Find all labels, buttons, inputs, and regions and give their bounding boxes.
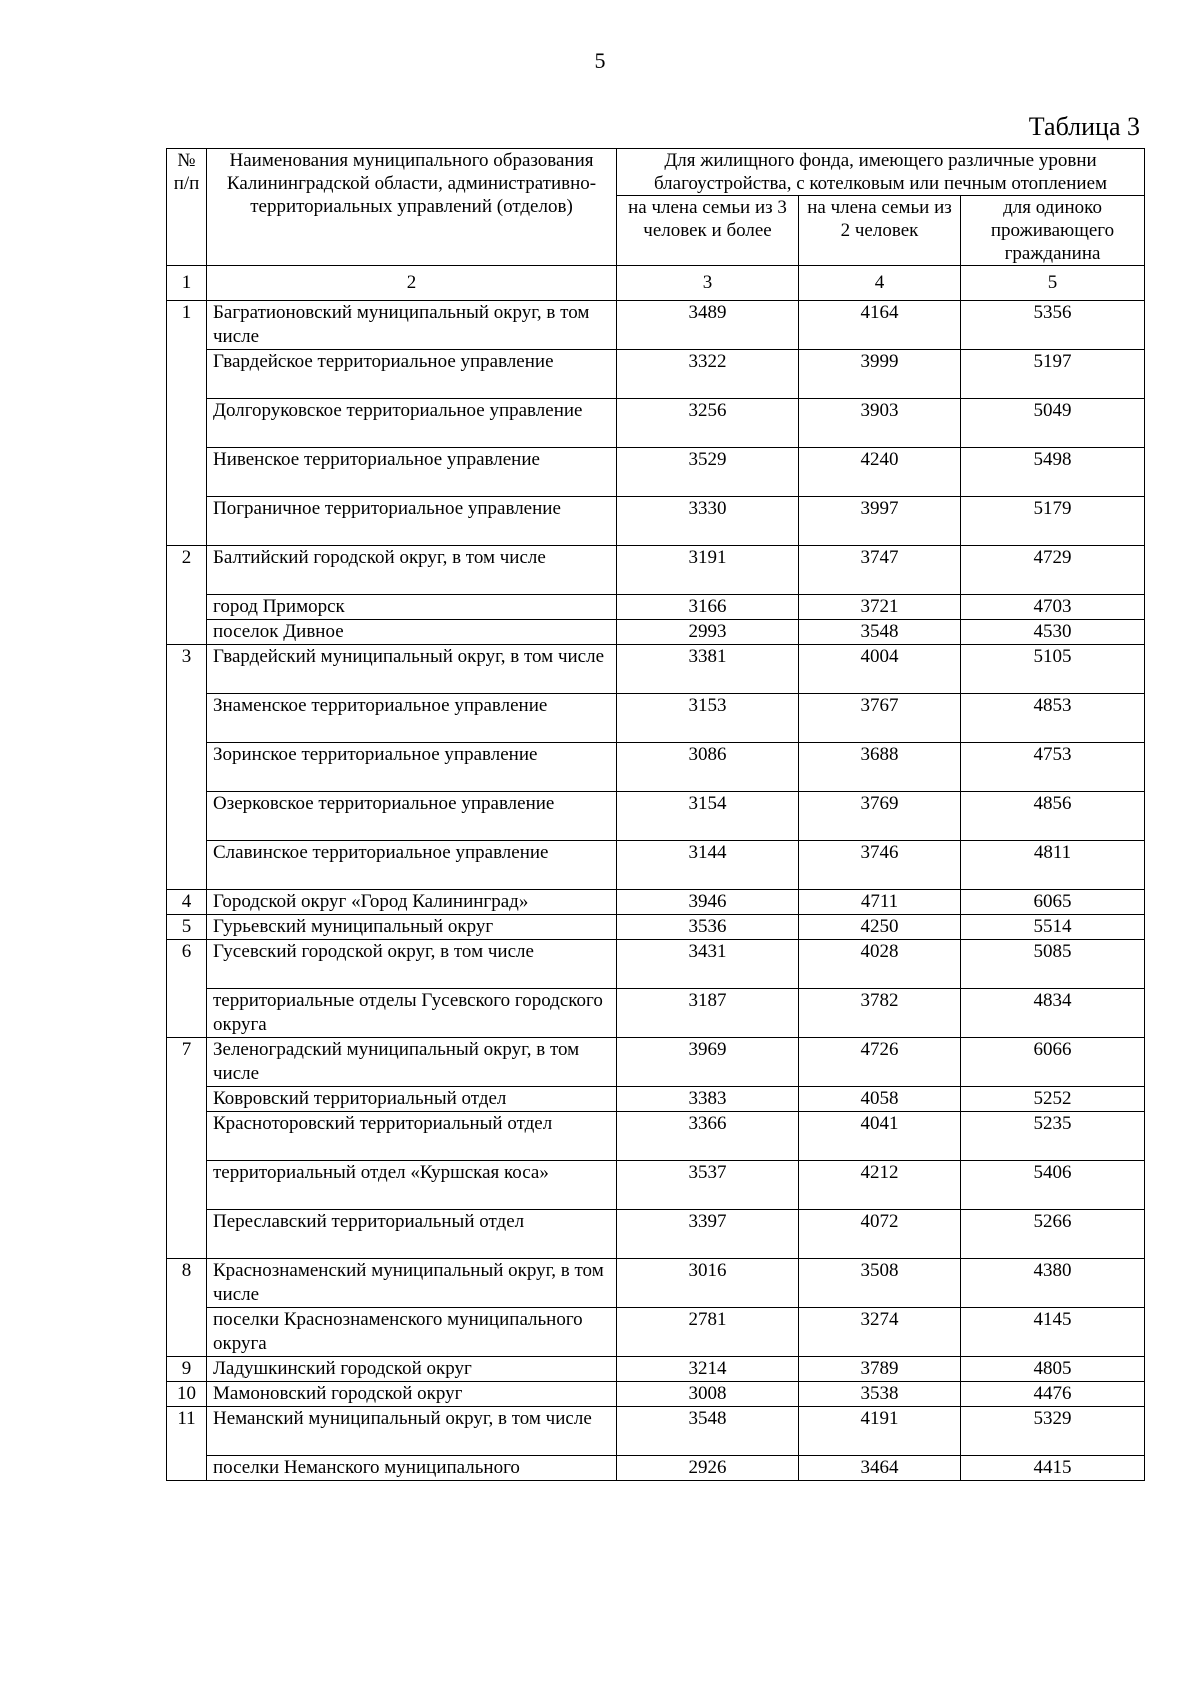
value-family-3: 3322 (617, 350, 799, 399)
municipality-name: территориальные отделы Гусевского городского округа (207, 989, 617, 1038)
value-single: 4834 (961, 989, 1145, 1038)
value-single: 5266 (961, 1210, 1145, 1259)
table-row (167, 890, 1145, 915)
page-number: 5 (594, 48, 606, 73)
column-number: 5 (961, 266, 1145, 301)
value-family-3: 3191 (617, 546, 799, 595)
value-family-2: 3688 (799, 743, 961, 792)
table-body (167, 301, 1145, 1481)
value-family-3: 3536 (617, 915, 799, 940)
table-row (167, 841, 1145, 890)
value-single: 5252 (961, 1087, 1145, 1112)
value-family-2: 3464 (799, 1456, 961, 1481)
municipality-name: Балтийский городской округ, в том числе (207, 546, 617, 595)
value-family-3: 3383 (617, 1087, 799, 1112)
value-family-2: 4240 (799, 448, 961, 497)
column-number: 4 (799, 266, 961, 301)
municipality-name: Гурьевский муниципальный округ (207, 915, 617, 940)
value-family-2: 4058 (799, 1087, 961, 1112)
table-row (167, 1407, 1145, 1456)
row-index: 8 (167, 1259, 207, 1357)
value-family-3: 3144 (617, 841, 799, 890)
table-row (167, 1038, 1145, 1087)
value-family-3: 3086 (617, 743, 799, 792)
table-row (167, 1308, 1145, 1357)
value-family-3: 3431 (617, 940, 799, 989)
table-row (167, 448, 1145, 497)
municipality-name: Долгоруковское территориальное управление (207, 399, 617, 448)
municipality-name: город Приморск (207, 595, 617, 620)
value-family-2: 3903 (799, 399, 961, 448)
municipality-name: Гусевский городской округ, в том числе (207, 940, 617, 989)
table-row (167, 1210, 1145, 1259)
value-family-2: 3997 (799, 497, 961, 546)
value-single: 4530 (961, 620, 1145, 645)
table-row (167, 497, 1145, 546)
column-numbers-row (167, 266, 1145, 301)
row-index: 9 (167, 1357, 207, 1382)
row-index: 2 (167, 546, 207, 645)
table-row (167, 940, 1145, 989)
value-family-3: 3153 (617, 694, 799, 743)
row-index: 11 (167, 1407, 207, 1481)
municipality-name: поселки Краснознаменского муниципального округа (207, 1308, 617, 1357)
column-number: 3 (617, 266, 799, 301)
value-family-2: 3782 (799, 989, 961, 1038)
value-family-2: 3747 (799, 546, 961, 595)
value-family-3: 3397 (617, 1210, 799, 1259)
value-family-3: 3489 (617, 301, 799, 350)
municipality-name: Зеленоградский муниципальный округ, в том числе (207, 1038, 617, 1087)
value-single: 6065 (961, 890, 1145, 915)
municipality-name: поселки Неманского муниципального (207, 1456, 617, 1481)
value-family-3: 2926 (617, 1456, 799, 1481)
value-single: 5356 (961, 301, 1145, 350)
value-single: 4811 (961, 841, 1145, 890)
row-index: 5 (167, 915, 207, 940)
value-single: 4729 (961, 546, 1145, 595)
municipality-name: Гвардейское территориальное управление (207, 350, 617, 399)
value-family-2: 4191 (799, 1407, 961, 1456)
value-single: 5179 (961, 497, 1145, 546)
value-family-2: 3548 (799, 620, 961, 645)
row-index: 6 (167, 940, 207, 1038)
row-index: 4 (167, 890, 207, 915)
value-family-3: 3537 (617, 1161, 799, 1210)
value-family-2: 3508 (799, 1259, 961, 1308)
value-family-2: 3721 (799, 595, 961, 620)
value-family-2: 4028 (799, 940, 961, 989)
municipality-name: Краснознаменский муниципальный округ, в том числе (207, 1259, 617, 1308)
header-name: Наименования муниципального образования Калининградской области, административно-территориальных управлений (отделов) (207, 149, 617, 266)
value-family-2: 3767 (799, 694, 961, 743)
municipality-name: Красноторовский территориальный отдел (207, 1112, 617, 1161)
value-family-2: 3538 (799, 1382, 961, 1407)
table-row (167, 1112, 1145, 1161)
table-row (167, 350, 1145, 399)
municipality-name: Зоринское территориальное управление (207, 743, 617, 792)
value-family-2: 3274 (799, 1308, 961, 1357)
municipality-name: Знаменское территориальное управление (207, 694, 617, 743)
value-family-3: 3529 (617, 448, 799, 497)
value-family-3: 2781 (617, 1308, 799, 1357)
value-family-2: 4041 (799, 1112, 961, 1161)
value-single: 4853 (961, 694, 1145, 743)
value-family-2: 4072 (799, 1210, 961, 1259)
municipality-name: Переславский территориальный отдел (207, 1210, 617, 1259)
table-row (167, 1456, 1145, 1481)
value-single: 4856 (961, 792, 1145, 841)
municipality-name: Пограничное территориальное управление (207, 497, 617, 546)
table-row (167, 915, 1145, 940)
value-family-2: 3789 (799, 1357, 961, 1382)
value-single: 4380 (961, 1259, 1145, 1308)
value-family-3: 3946 (617, 890, 799, 915)
value-family-3: 3330 (617, 497, 799, 546)
value-single: 4805 (961, 1357, 1145, 1382)
value-family-3: 3548 (617, 1407, 799, 1456)
table-row (167, 1357, 1145, 1382)
municipality-name: Нивенское территориальное управление (207, 448, 617, 497)
column-number: 1 (167, 266, 207, 301)
value-family-2: 4711 (799, 890, 961, 915)
value-single: 4476 (961, 1382, 1145, 1407)
municipality-name: Неманский муниципальный округ, в том числе (207, 1407, 617, 1456)
table-row (167, 743, 1145, 792)
row-index: 7 (167, 1038, 207, 1259)
municipality-name: Ладушкинский городской округ (207, 1357, 617, 1382)
table-row (167, 1382, 1145, 1407)
header-index: № п/п (167, 149, 207, 266)
table-row (167, 399, 1145, 448)
value-single: 5049 (961, 399, 1145, 448)
table-row (167, 546, 1145, 595)
header-single: для одиноко проживающего гражданина (961, 196, 1145, 266)
value-family-2: 4212 (799, 1161, 961, 1210)
value-single: 4415 (961, 1456, 1145, 1481)
value-family-2: 3769 (799, 792, 961, 841)
municipality-name: территориальный отдел «Куршская коса» (207, 1161, 617, 1210)
row-index: 10 (167, 1382, 207, 1407)
table-row (167, 645, 1145, 694)
column-number: 2 (207, 266, 617, 301)
value-family-3: 3969 (617, 1038, 799, 1087)
value-single: 5235 (961, 1112, 1145, 1161)
table-row (167, 301, 1145, 350)
value-single: 6066 (961, 1038, 1145, 1087)
value-single: 5406 (961, 1161, 1145, 1210)
value-family-3: 3214 (617, 1357, 799, 1382)
value-single: 4703 (961, 595, 1145, 620)
table-caption: Таблица 3 (1028, 112, 1140, 141)
municipality-name: Славинское территориальное управление (207, 841, 617, 890)
table-row (167, 620, 1145, 645)
table-row (167, 1259, 1145, 1308)
table-row (167, 989, 1145, 1038)
value-family-3: 3166 (617, 595, 799, 620)
value-family-2: 4250 (799, 915, 961, 940)
value-family-3: 3187 (617, 989, 799, 1038)
table-row (167, 694, 1145, 743)
municipality-name: Гвардейский муниципальный округ, в том числе (207, 645, 617, 694)
value-family-3: 3008 (617, 1382, 799, 1407)
value-family-3: 3381 (617, 645, 799, 694)
table-row (167, 595, 1145, 620)
value-family-3: 3154 (617, 792, 799, 841)
value-single: 5197 (961, 350, 1145, 399)
municipality-name: поселок Дивное (207, 620, 617, 645)
value-family-3: 3366 (617, 1112, 799, 1161)
value-family-3: 2993 (617, 620, 799, 645)
value-family-3: 3256 (617, 399, 799, 448)
value-family-3: 3016 (617, 1259, 799, 1308)
value-single: 5498 (961, 448, 1145, 497)
tariff-table (166, 148, 1145, 1481)
municipality-name: Багратионовский муниципальный округ, в том числе (207, 301, 617, 350)
value-family-2: 3746 (799, 841, 961, 890)
value-single: 5329 (961, 1407, 1145, 1456)
header-group: Для жилищного фонда, имеющего различные уровни благоустройства, с котелковым или печным отоплением (617, 149, 1145, 196)
value-single: 5105 (961, 645, 1145, 694)
value-single: 5514 (961, 915, 1145, 940)
row-index: 3 (167, 645, 207, 890)
value-single: 4145 (961, 1308, 1145, 1357)
municipality-name: Ковровский территориальный отдел (207, 1087, 617, 1112)
value-single: 4753 (961, 743, 1145, 792)
table-row (167, 792, 1145, 841)
municipality-name: Озерковское территориальное управление (207, 792, 617, 841)
header-family-2: на члена семьи из 2 человек (799, 196, 961, 266)
municipality-name: Городской округ «Город Калининград» (207, 890, 617, 915)
table-row (167, 1161, 1145, 1210)
row-index: 1 (167, 301, 207, 546)
municipality-name: Мамоновский городской округ (207, 1382, 617, 1407)
header-family-3: на члена семьи из 3 человек и более (617, 196, 799, 266)
value-family-2: 3999 (799, 350, 961, 399)
value-single: 5085 (961, 940, 1145, 989)
value-family-2: 4004 (799, 645, 961, 694)
value-family-2: 4726 (799, 1038, 961, 1087)
value-family-2: 4164 (799, 301, 961, 350)
table-row (167, 1087, 1145, 1112)
